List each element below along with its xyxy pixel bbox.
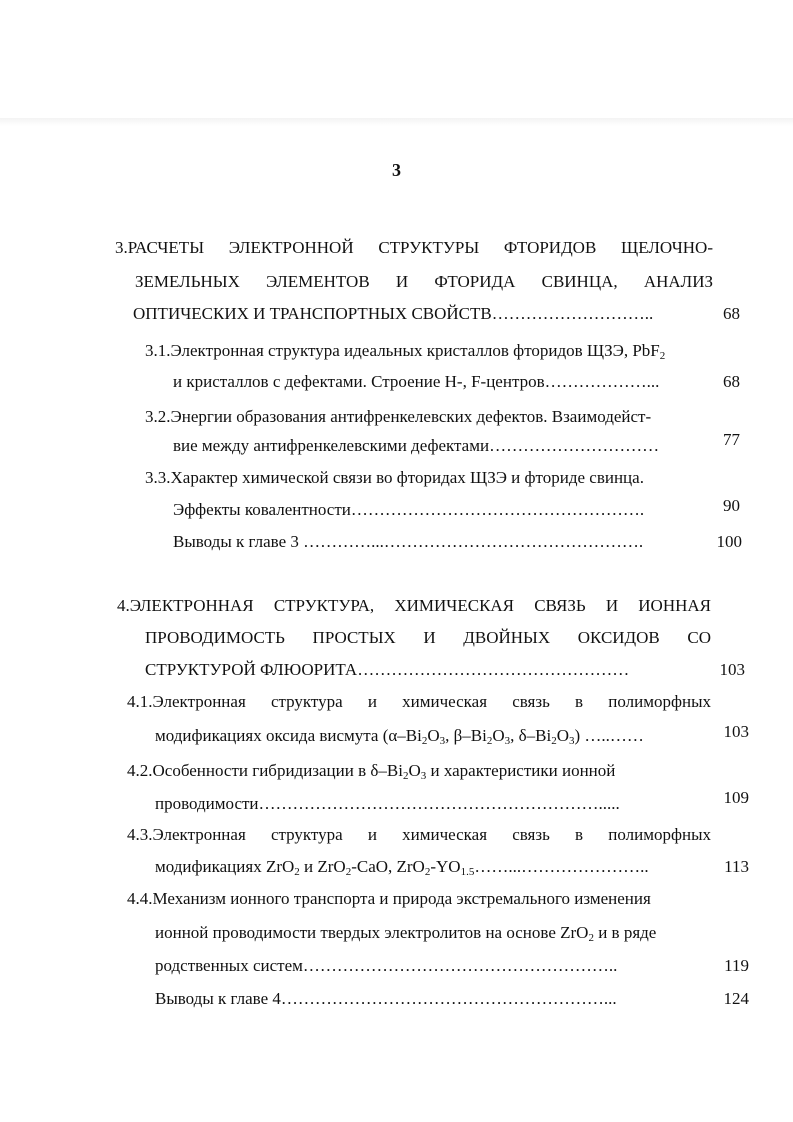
ch3-title-line1: 3.РАСЧЕТЫ ЭЛЕКТРОННОЙ СТРУКТУРЫ ФТОРИДОВ ЩЕЛОЧНО- [115,238,713,257]
s41-sub-b: 3 [439,735,446,747]
s44-line1: 4.4.Механизм ионного транспорта и природа экстремального изменения [127,889,651,908]
s43-line1: 4.3.Электронная структура и химическая связь в полиморфных [127,825,711,844]
s42-sub-b: 3 [420,770,427,782]
s42-line2: проводимости……………………………………………………..... [155,794,620,813]
ch3-title-line2: ЗЕМЕЛЬНЫХ ЭЛЕМЕНТОВ И ФТОРИДА СВИНЦА, АНАЛИЗ [135,272,713,291]
s43-sub-d: 1.5 [460,866,475,878]
s42-line1 [127,759,711,783]
s32-line2: вие между антифренкелевскими дефектами………………………… [173,436,660,455]
s31-line1 [145,339,665,363]
s43-page: 113 [724,857,749,876]
scan-edge-shadow [0,118,793,126]
s31-line1-sub: 2 [659,350,666,362]
ch4-title-line3: СТРУКТУРОЙ ФЛЮОРИТА………………………………………… [145,660,630,679]
s42-line1-b: O [408,761,421,780]
s33-line1: 3.3.Характер химической связи во фторидах ЩЗЭ и фториде свинца. [145,468,644,487]
s44-sub-a: 2 [588,932,594,944]
s42-sub-a: 2 [402,770,409,782]
s31-line2: и кристаллов с дефектами. Строение Н-, F-центров………………... [173,372,660,391]
ch4-conclusion-page: 124 [723,989,749,1008]
s43-line2-e: ……...………………….. [474,857,649,876]
s32-page: 77 [723,430,740,449]
s41-line2-g: ) …..…… [574,726,644,745]
s43-line2-d: -YO [430,857,461,876]
s41-line2-c: , β–Bi [445,726,487,745]
s33-page: 90 [723,496,740,515]
s43-line2 [155,855,649,879]
s43-line2-a: модификациях ZrO [155,857,295,876]
ch4-conclusion: Выводы к главе 4…………………………………………………... [155,989,617,1008]
s44-line3: родственных систем……………………………………………….. [155,956,618,975]
s42-line1-c: и характеристики ионной [426,761,616,780]
s32-line1: 3.2.Энергии образования антифренкелевских дефектов. Взаимодейст- [145,407,652,426]
ch4-page: 103 [719,660,745,679]
ch4-title-line2: ПРОВОДИМОСТЬ ПРОСТЫХ И ДВОЙНЫХ ОКСИДОВ СО [145,628,711,647]
ch3-page: 68 [723,304,740,323]
s41-line2 [155,724,644,748]
s43-sub-c: 2 [424,866,431,878]
s44-line2 [155,921,656,945]
s41-line1: 4.1.Электронная структура и химическая связь в полиморфных [127,692,711,711]
page-number: 3 [392,160,401,180]
s43-sub-b: 2 [345,866,352,878]
s41-sub-f: 3 [569,735,575,747]
s42-page: 109 [723,788,749,807]
s41-line2-e: , δ–Bi [510,726,552,745]
s31-page: 68 [723,372,740,391]
s41-page: 103 [723,722,749,741]
s41-line2-b: O [427,726,440,745]
s44-page: 119 [724,956,749,975]
s41-line2-a: модификациях оксида висмута (α–Bi [155,726,422,745]
s43-line2-c: -CaO, ZrO [351,857,425,876]
s41-sub-c: 2 [486,735,493,747]
ch3-title-line3: ОПТИЧЕСКИХ И ТРАНСПОРТНЫХ СВОЙСТВ……………………….. [133,304,654,323]
s42-line1-a: 4.2.Особенности гибридизации в δ–Bi [127,761,403,780]
s41-line2-f: O [556,726,569,745]
s33-line2: Эффекты ковалентности……………………………………………. [173,500,645,519]
s41-sub-a: 2 [421,735,428,747]
s41-sub-d: 3 [504,735,511,747]
ch3-conclusion-page: 100 [716,532,742,551]
s31-line1-text: 3.1.Электронная структура идеальных кристаллов фторидов ЩЗЭ, PbF [145,341,660,360]
s41-sub-e: 2 [551,735,557,747]
s41-line2-d: O [492,726,505,745]
s43-line2-b: и ZrO [299,857,346,876]
ch3-conclusion: Выводы к главе 3 …………...………………………………………. [173,532,644,551]
s43-sub-a: 2 [294,866,300,878]
s44-line2-b: и в ряде [593,923,657,942]
ch4-title-line1: 4.ЭЛЕКТРОННАЯ СТРУКТУРА, ХИМИЧЕСКАЯ СВЯЗЬ И ИОННАЯ [117,596,711,615]
s44-line2-a: ионной проводимости твердых электролитов на основе ZrO [155,923,589,942]
